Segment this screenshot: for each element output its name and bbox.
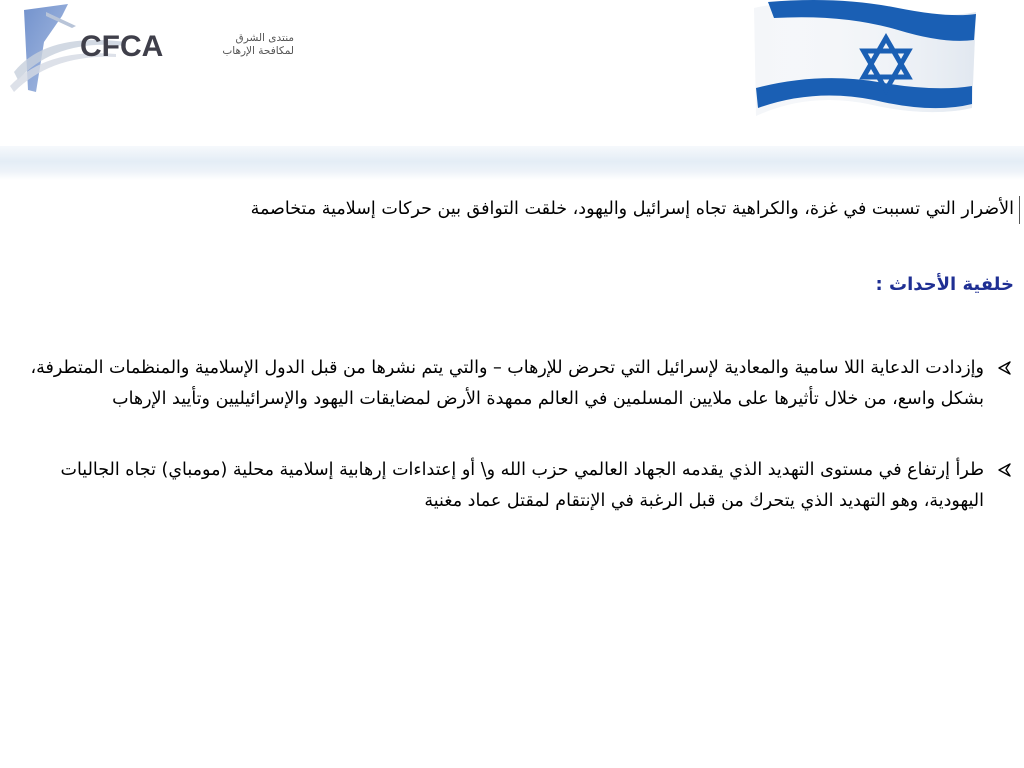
logo-arabic-line-1: منتدى الشرق [235, 32, 294, 44]
bullet-text: طرأ إرتفاع في مستوى التهديد الذي يقدمه الجهاد العالمي حزب الله و\ أو إعتداءات إرهابية إسلامية محلية (مومباي) تجاه الجاليات اليهودية، وهو التهديد الذي يتحرك من قبل الرغبة في الإنتقام لمقتل عماد مغنية [60, 460, 984, 511]
intro-paragraph: الأضرار التي تسببت في غزة، والكراهية تجاه إسرائيل واليهود، خلقت التوافق بين حركات إسلامية متخاصمة [250, 199, 1014, 219]
flag-icon [748, 0, 980, 122]
list-item [8, 455, 1014, 517]
cfca-logo [6, 2, 306, 98]
section-heading: خلفية الأحداث : [875, 274, 1014, 295]
margin-line [1019, 196, 1020, 224]
israel-flag-image [748, 0, 980, 122]
logo-text: CFCA [80, 30, 164, 63]
logo-arabic-line-2: لمكافحة الإرهاب [222, 45, 294, 57]
bullet-text: وإزدادت الدعاية اللا سامية والمعادية لإسرائيل التي تحرض للإرهاب – والتي يتم نشرها من قبل الدول الإسلامية والمنظمات المتطرفة، بشكل واسع، من خلال تأثيرها على ملايين المسلمين في العالم ممهدة الأرض لمضايقات اليهود والإسرائيليين وتأييد الإرهاب [30, 358, 984, 409]
arrow-bullet-icon [996, 462, 1012, 478]
arrow-bullet-icon [996, 360, 1012, 376]
logo-arabic-text [184, 32, 294, 58]
header-band [0, 146, 1024, 180]
bullet-list [8, 353, 1014, 517]
list-item [8, 353, 1014, 415]
